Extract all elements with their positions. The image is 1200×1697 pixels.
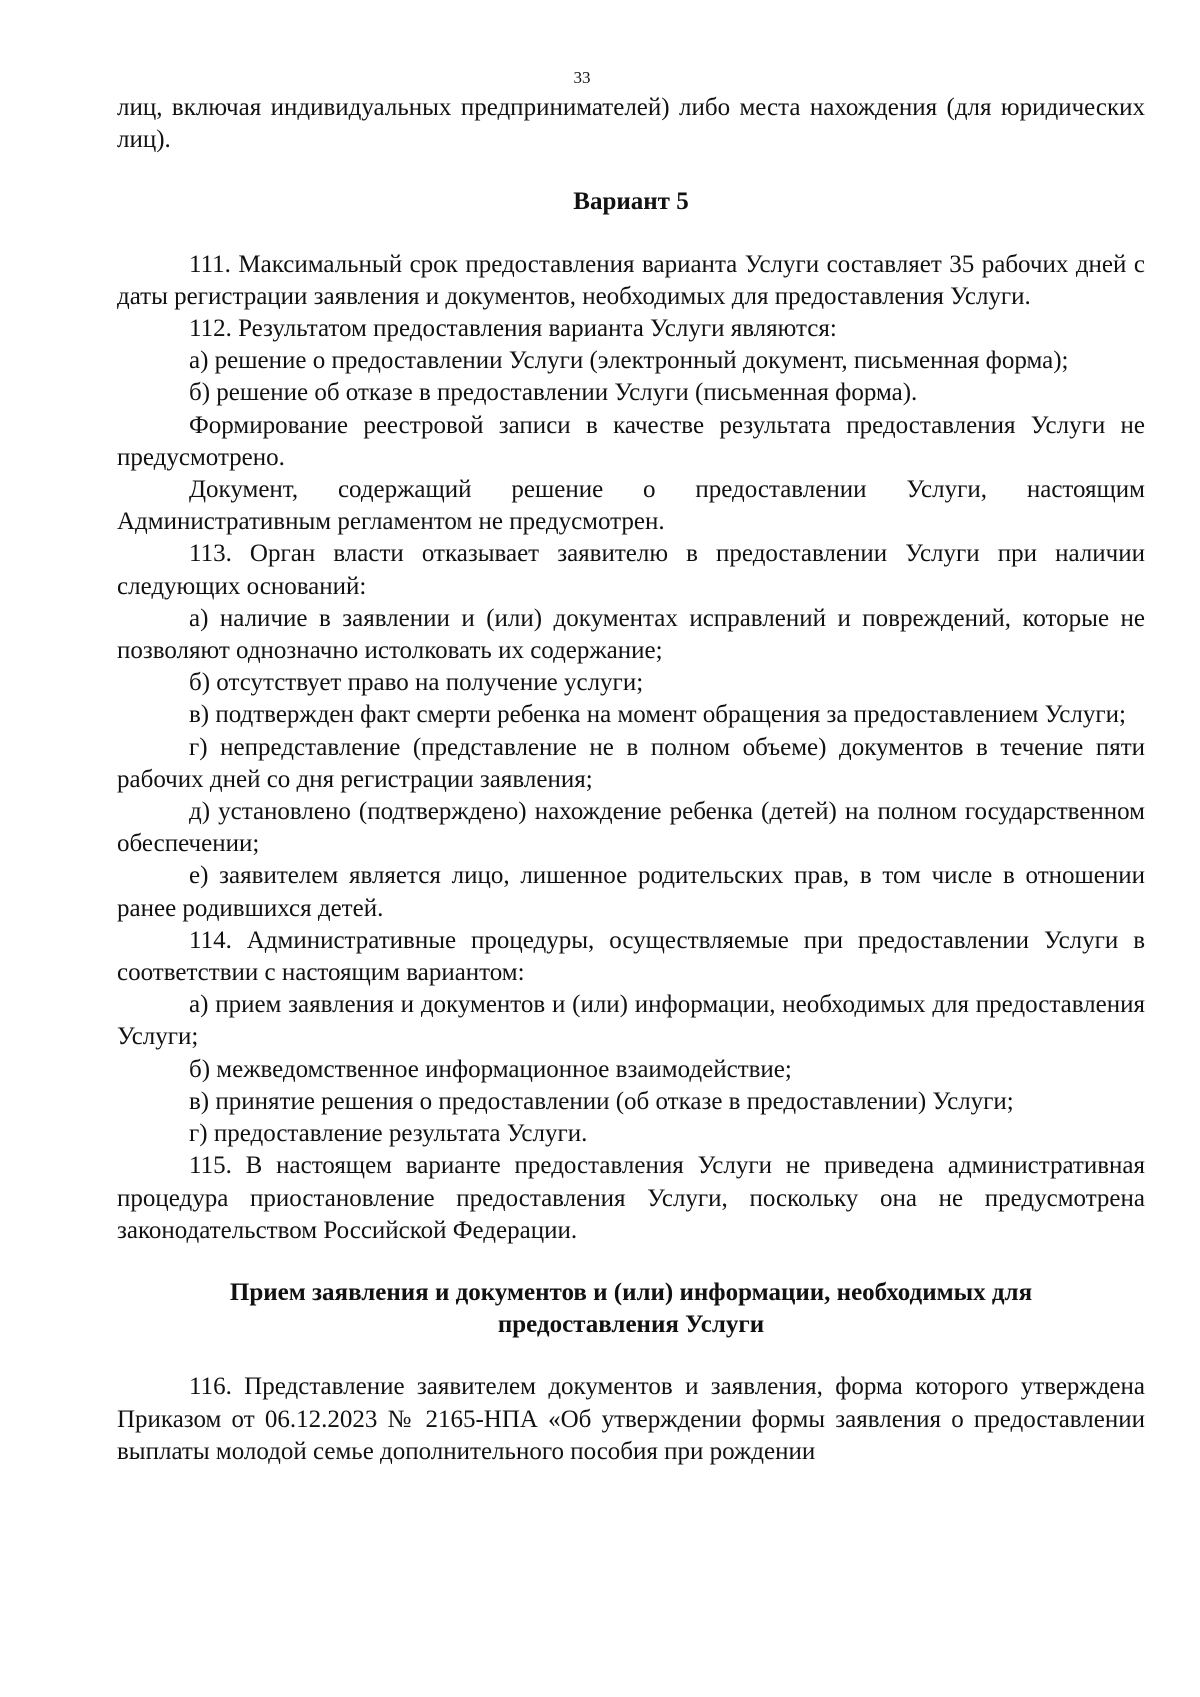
list-item-113-b: б) отсутствует право на получение услуги; bbox=[189, 669, 644, 697]
list-item-114-a: а) прием заявления и документов и (или) информации, необходимых для предоставления Услуги; bbox=[117, 991, 1145, 1051]
list-item-112-b: б) решение об отказе в предоставлении Услуги (письменная форма). bbox=[189, 379, 918, 407]
section-heading-line-2: предоставления Услуги bbox=[497, 1311, 765, 1339]
page-number: 33 bbox=[573, 68, 591, 87]
list-item-114-v: в) принятие решения о предоставлении (об отказе в предоставлении) Услуги; bbox=[189, 1087, 1014, 1115]
page-content bbox=[117, 92, 1145, 1468]
paragraph-116: 116. Представление заявителем документов и заявления, форма которого утверждена Приказом от 06.12.2023 № 2165-НПА «Об утверждении формы заявления о предоставлении выплаты молодой семье дополнительного пособия при рождении bbox=[117, 1373, 1145, 1465]
paragraph-112: 112. Результатом предоставления варианта Услуги являются: bbox=[189, 315, 837, 343]
list-item-113-d: д) установлено (подтверждено) нахождение ребенка (детей) на полном государственном обеспечении; bbox=[117, 798, 1145, 858]
paragraph-114: 114. Административные процедуры, осуществляемые при предоставлении Услуги в соответствии с настоящим вариантом: bbox=[117, 926, 1145, 987]
section-heading bbox=[117, 1277, 1145, 1341]
paragraph-113: 113. Орган власти отказывает заявителю в предоставлении Услуги при наличии следующих оснований: bbox=[117, 540, 1145, 600]
paragraph-registry-record: Формирование реестровой записи в качестве результата предоставления Услуги не предусмотрено. bbox=[117, 411, 1145, 471]
list-item-113-v: в) подтвержден факт смерти ребенка на момент обращения за предоставлением Услуги; bbox=[189, 701, 1126, 729]
list-item-114-g: г) предоставление результата Услуги. bbox=[189, 1120, 588, 1148]
intro-paragraph: лиц, включая индивидуальных предпринимателей) либо места нахождения (для юридических лиц). bbox=[117, 94, 1145, 154]
variant-heading: Вариант 5 bbox=[573, 188, 689, 216]
list-item-113-e: е) заявителем является лицо, лишенное родительских прав, в том числе в отношении ранее родившихся детей. bbox=[117, 862, 1145, 922]
list-item-113-g: г) непредставление (представление не в полном объеме) документов в течение пяти рабочих дней со дня регистрации заявления; bbox=[117, 733, 1145, 793]
list-item-113-a: а) наличие в заявлении и (или) документах исправлений и повреждений, которые не позволяют однозначно истолковать их содержание; bbox=[117, 604, 1145, 665]
paragraph-115: 115. В настоящем варианте предоставления Услуги не приведена административная процедура приостановление предоставления Услуги, поскольку она не предусмотрена законодательством Российской Федерации. bbox=[117, 1152, 1145, 1244]
paragraph-decision-document: Документ, содержащий решение о предоставлении Услуги, настоящим Административным регламентом не предусмотрен. bbox=[117, 476, 1145, 536]
list-item-112-a: а) решение о предоставлении Услуги (электронный документ, письменная форма); bbox=[189, 347, 1069, 375]
paragraph-111: 111. Максимальный срок предоставления варианта Услуги составляет 35 рабочих дней с даты регистрации заявления и документов, необходимых для предоставления Услуги. bbox=[117, 250, 1145, 310]
section-heading-line-1: Прием заявления и документов и (или) информации, необходимых для bbox=[229, 1278, 1033, 1306]
list-item-114-b: б) межведомственное информационное взаимодействие; bbox=[189, 1055, 792, 1083]
